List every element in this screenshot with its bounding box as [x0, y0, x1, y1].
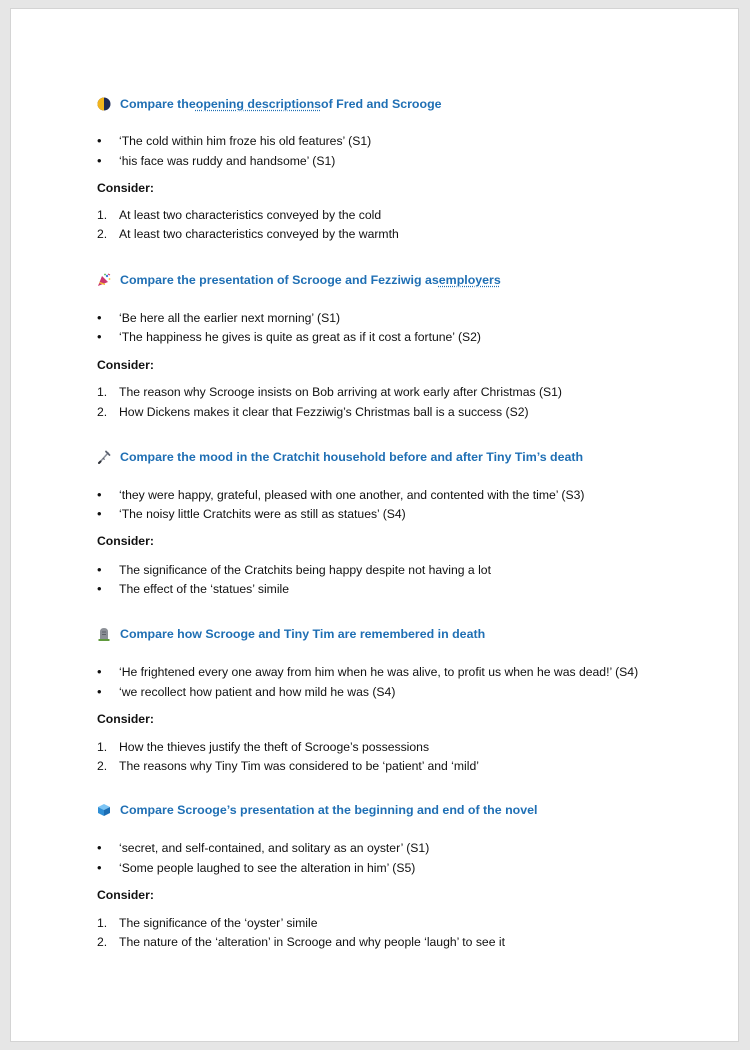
- quote-item: [97, 132, 371, 149]
- quote-item: [97, 683, 395, 700]
- consider-text: The nature of the ‘alteration’ in Scrooge and why people ‘laugh’ to see it: [119, 935, 505, 949]
- consider-text: At least two characteristics conveyed by the cold: [119, 208, 382, 222]
- bullet-marker: •: [97, 153, 102, 168]
- consider-item: [97, 384, 562, 401]
- quote-item: [97, 328, 481, 345]
- number-marker: 1.: [97, 916, 108, 930]
- quote-item: [97, 505, 406, 522]
- bullet-marker: •: [97, 664, 102, 679]
- bullet-marker: •: [97, 840, 102, 855]
- quote-text: ‘The noisy little Cratchits were as still as statues’ (S4): [119, 507, 406, 521]
- bullet-marker: •: [97, 329, 102, 344]
- quote-text: ‘Some people laughed to see the alteration in him’ (S5): [119, 861, 416, 875]
- consider-item: [97, 739, 429, 756]
- bullet-marker: •: [97, 581, 102, 596]
- consider-label: Consider:: [97, 712, 154, 726]
- consider-text: The significance of the ‘oyster’ simile: [119, 916, 318, 930]
- consider-text: How Dickens makes it clear that Fezziwig’s Christmas ball is a success (S2): [119, 405, 529, 419]
- consider-item: [97, 934, 505, 951]
- consider-text: The reasons why Tiny Tim was considered to be ‘patient’ and ‘mild’: [119, 759, 479, 773]
- quote-text: ‘they were happy, grateful, pleased with one another, and contented with the time’ (S3): [119, 488, 585, 502]
- number-marker: 2.: [97, 935, 108, 949]
- party-icon: [97, 273, 111, 287]
- consider-item: [97, 404, 529, 421]
- consider-item: [97, 580, 289, 597]
- number-marker: 1.: [97, 208, 108, 222]
- consider-text: At least two characteristics conveyed by the warmth: [119, 227, 399, 241]
- number-marker: 1.: [97, 740, 108, 754]
- heading-underlined[interactable]: employers: [438, 273, 501, 287]
- quote-text: ‘Be here all the earlier next morning’ (S1): [119, 311, 341, 325]
- heading-underlined[interactable]: opening descriptions: [195, 97, 322, 111]
- quote-text: ‘The cold within him froze his old features’ (S1): [119, 134, 372, 148]
- quote-text: ‘The happiness he gives is quite as great as if it cost a fortune’ (S2): [119, 330, 481, 344]
- heading-text: Compare how Scrooge and Tiny Tim are remembered in death: [120, 627, 486, 641]
- quote-text: ‘He frightened every one away from him when he was alive, to profit us when he was dead!’ (S4): [119, 665, 639, 679]
- consider-item: [97, 915, 317, 932]
- document-page: [11, 9, 738, 1041]
- bullet-marker: •: [97, 684, 102, 699]
- quote-item: [97, 486, 584, 503]
- consider-item: [97, 561, 491, 578]
- quote-item: [97, 309, 340, 326]
- heading-text: Compare the: [120, 97, 196, 111]
- quote-text: ‘secret, and self-contained, and solitary as an oyster’ (S1): [119, 841, 430, 855]
- heading-text: Compare the mood in the Cratchit household before and after Tiny Tim’s death: [120, 450, 584, 464]
- consider-label: Consider:: [97, 888, 154, 902]
- quote-text: ‘his face was ruddy and handsome’ (S1): [119, 154, 336, 168]
- consider-text: The reason why Scrooge insists on Bob arriving at work early after Christmas (S1): [119, 385, 562, 399]
- consider-text: The effect of the ‘statues’ simile: [119, 582, 290, 596]
- heading-text: Compare the presentation of Scrooge and Fezziwig as: [120, 273, 439, 287]
- heading-text: Compare Scrooge’s presentation at the beginning and end of the novel: [120, 803, 538, 817]
- crutch-icon: [97, 450, 111, 464]
- bullet-marker: •: [97, 310, 102, 325]
- bullet-marker: •: [97, 562, 102, 577]
- headstone-icon: [97, 627, 111, 641]
- section-heading: [97, 271, 501, 289]
- number-marker: 1.: [97, 385, 108, 399]
- heading-text-end: of Fred and Scrooge: [321, 97, 442, 111]
- section-heading: [97, 448, 583, 466]
- number-marker: 2.: [97, 227, 108, 241]
- cube-icon: [97, 803, 111, 817]
- quote-text: ‘we recollect how patient and how mild he was (S4): [119, 685, 396, 699]
- bullet-marker: •: [97, 506, 102, 521]
- bullet-marker: •: [97, 860, 102, 875]
- section-heading: [97, 801, 537, 819]
- moon-icon: [97, 97, 111, 111]
- consider-label: Consider:: [97, 181, 154, 195]
- bullet-marker: •: [97, 133, 102, 148]
- number-marker: 2.: [97, 405, 108, 419]
- consider-label: Consider:: [97, 358, 154, 372]
- section-heading: [97, 625, 485, 643]
- consider-text: How the thieves justify the theft of Scrooge’s possessions: [119, 740, 430, 754]
- number-marker: 2.: [97, 759, 108, 773]
- consider-item: [97, 207, 381, 224]
- quote-item: [97, 839, 429, 856]
- quote-item: [97, 859, 415, 876]
- bullet-marker: •: [97, 487, 102, 502]
- consider-item: [97, 226, 399, 243]
- section-heading: [97, 95, 442, 113]
- quote-item: [97, 663, 638, 680]
- consider-text: The significance of the Cratchits being happy despite not having a lot: [119, 563, 491, 577]
- consider-item: [97, 758, 479, 775]
- quote-item: [97, 152, 335, 169]
- consider-label: Consider:: [97, 534, 154, 548]
